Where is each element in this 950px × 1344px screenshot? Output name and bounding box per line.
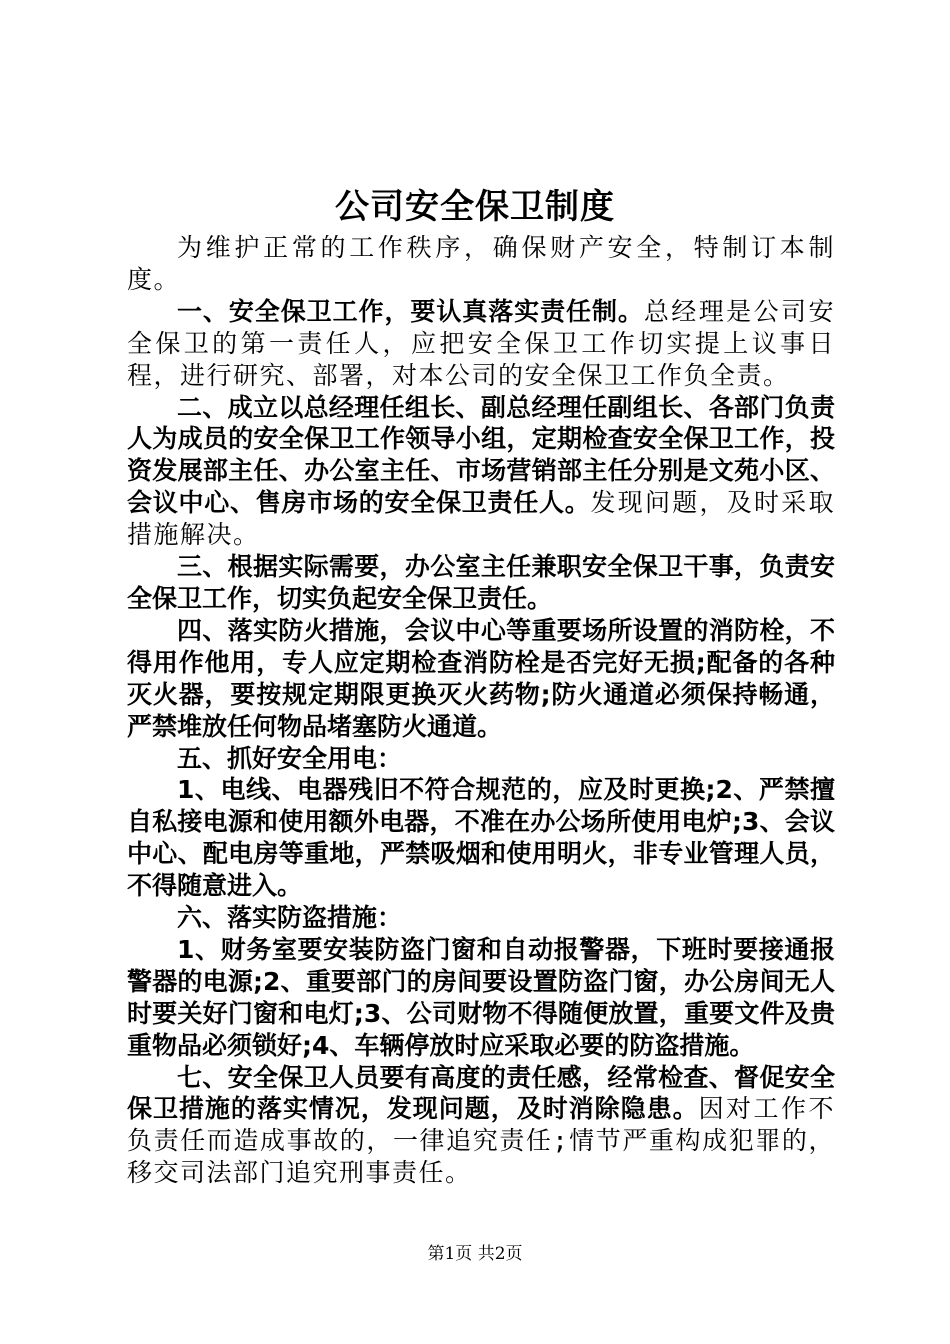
paragraph-text: 一、安全保卫工作，要认真落实责任制。 xyxy=(177,296,644,326)
paragraph-text: 三、根据实际需要，办公室主任兼职安全保卫干事，负责安全保卫工作，切实负起安全保卫责任。 xyxy=(127,552,835,613)
paragraph-intro xyxy=(127,233,835,297)
page-number-footer: 第1页 共2页 xyxy=(427,1244,523,1264)
paragraph-text: 因对工作不负责任而造成事故的，一律追究责任;情节严重构成犯罪的，移交司法部门追究刑事责任。 xyxy=(127,1094,835,1188)
paragraph-text: 为维护正常的工作秩序，确保财产安全，特制订本制度。 xyxy=(127,233,835,294)
paragraph-text: 七、安全保卫人员要有高度的责任感，经常检查、督促安全保卫措施的落实情况，发现问题，及时消除隐患。 xyxy=(127,1062,835,1124)
paragraph-text: 六、落实防盗措施： xyxy=(177,903,403,933)
paragraph-section-7 xyxy=(127,1063,835,1191)
paragraph-section-6-items xyxy=(127,935,835,1063)
paragraph-text: 1、电线、电器残旧不符合规范的，应及时更换;2、严禁擅自私接电源和使用额外电器，不准在办公场所使用电炉;3、会议中心、配电房等重地，严禁吸烟和使用明火，非专业管理人员，不得随意进入。 xyxy=(127,775,835,901)
paragraph-text: 四、落实防火措施，会议中心等重要场所设置的消防栓，不得用作他用，专人应定期检查消防栓是否完好无损;配备的各种灭火器，要按规定期限更换灭火药物;防火通道必须保持畅通，严禁堆放任何物品堵塞防火通道。 xyxy=(127,615,835,741)
paragraph-section-2 xyxy=(127,393,835,553)
paragraph-text: 总经理是公司安全保卫的第一责任人，应把安全保卫工作切实提上议事日程，进行研究、部署，对本公司的安全保卫工作负全责。 xyxy=(127,296,835,390)
paragraph-text: 发现问题，及时采取措施解决。 xyxy=(127,488,835,550)
paragraph-section-6-heading xyxy=(127,903,835,935)
paragraph-section-1 xyxy=(127,297,835,393)
document-body xyxy=(127,233,835,1190)
paragraph-text: 五、抓好安全用电： xyxy=(177,743,403,773)
paragraph-section-4 xyxy=(127,616,835,744)
paragraph-text: 二、成立以总经理任组长、副总经理任副组长、各部门负责人为成员的安全保卫工作领导小组，定期检查安全保卫工作，投资发展部主任、办公室主任、市场营销部主任分别是文苑小区、会议中心、售房市场的安全保卫责任人。 xyxy=(127,392,835,518)
paragraph-section-5-heading xyxy=(127,744,835,776)
paragraph-section-5-items xyxy=(127,775,835,903)
paragraph-section-3 xyxy=(127,552,835,616)
document-title: 公司安全保卫制度 xyxy=(335,187,615,227)
paragraph-text: 1、财务室要安装防盗门窗和自动报警器，下班时要接通报警器的电源;2、重要部门的房间要设置防盗门窗，办公房间无人时要关好门窗和电灯;3、公司财物不得随便放置，重要文件及贵重物品必须锁好;4、车辆停放时应采取必要的防盗措施。 xyxy=(127,934,835,1060)
